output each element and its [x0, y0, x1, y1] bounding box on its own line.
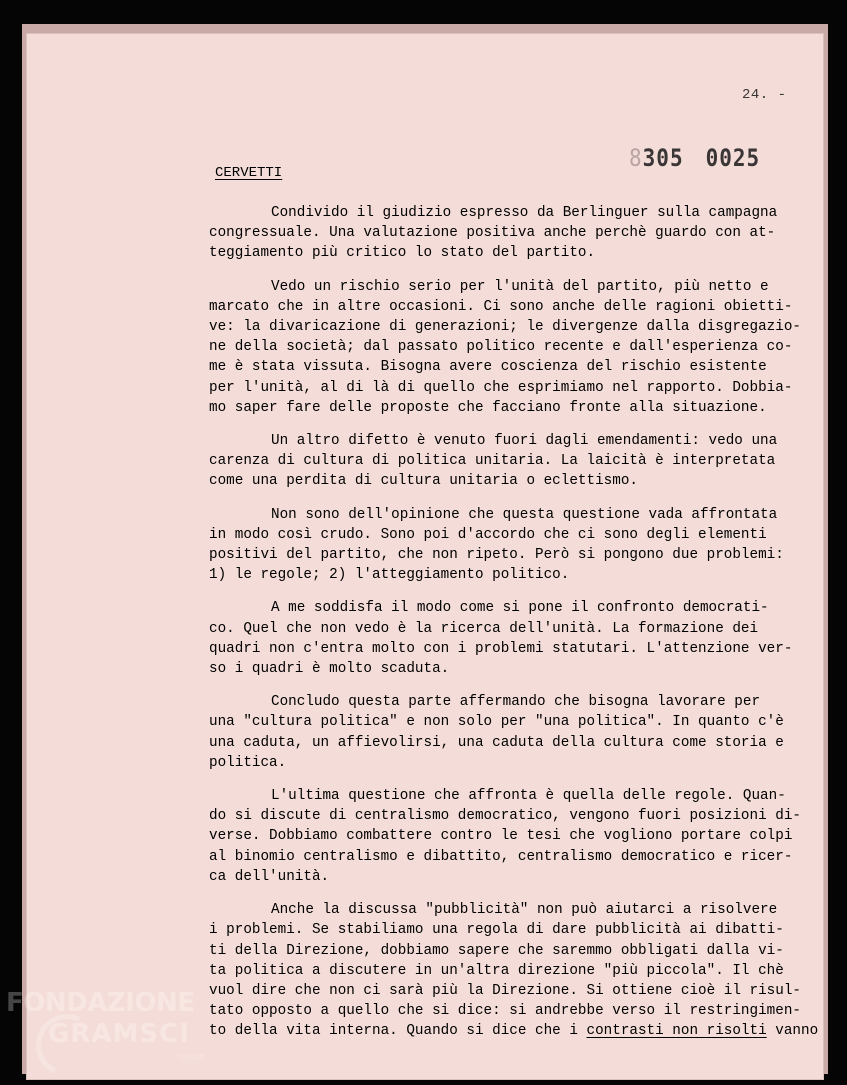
text-line: [209, 961, 789, 981]
text-line-content: congressuale. Una valutazione positiva anche perchè guardo con at-: [209, 225, 776, 242]
text-line: [209, 471, 789, 491]
paragraph: [209, 203, 789, 264]
text-line: [209, 639, 793, 659]
text-line: [209, 867, 789, 887]
text-line-content: 1) le regole; 2) l'atteggiamento politico.: [209, 567, 570, 584]
text-line-content: quadri non c'entra molto con i problemi statutari. L'attenzione ver-: [209, 640, 793, 657]
text-line: [209, 357, 789, 377]
text-line: [209, 565, 789, 585]
text-line: [209, 981, 801, 1001]
archive-code: [629, 144, 760, 172]
text-line-content: ti della Direzione, dobbiamo sapere che saremmo obbligati dalla vi-: [209, 942, 784, 959]
watermark-line2: GRAMSCI: [48, 1019, 190, 1049]
text-line-content: per l'unità, al di là di quello che esprimiamo nel rapporto. Dobbia-: [209, 379, 793, 396]
text-line: [209, 525, 789, 545]
text-line: [209, 223, 789, 243]
text-line-content: Non sono dell'opinione che questa questione vada affrontata: [271, 506, 778, 523]
text-line-content: in modo così crudo. Sono poi d'accordo che ci sono degli elementi: [209, 526, 767, 543]
text-line: [209, 826, 793, 846]
text-line: [209, 317, 801, 337]
text-line: [209, 712, 789, 732]
text-line-content: ca dell'unità.: [209, 868, 330, 885]
text-line: [209, 900, 789, 920]
text-line-content: al binomio centralismo e dibattito, centralismo democratico e ricer-: [209, 848, 793, 865]
text-line-content: to della vita interna. Quando si dice che i: [209, 1023, 587, 1040]
text-line-content: verse. Dobbiamo combattere contro le tesi che vogliono portare colpi: [209, 828, 793, 845]
text-line-content: Concludo questa parte affermando che bisogna lavorare per: [271, 694, 761, 711]
text-line-content: una caduta, un affievolirsi, una caduta della cultura come storia e: [209, 734, 784, 751]
text-line-content: co. Quel che non vedo è la ricerca dell'unità. La formazione dei: [209, 620, 759, 637]
text-line-content: ne della società; dal passato politico recente e dall'esperienza co-: [209, 339, 793, 356]
text-line: [209, 847, 793, 867]
text-line: [209, 243, 789, 263]
paragraph: [209, 786, 801, 887]
text-line: [209, 1021, 819, 1041]
paragraph: [209, 277, 801, 418]
text-line: [209, 297, 793, 317]
text-line: [209, 920, 789, 940]
text-line: [209, 753, 789, 773]
paragraph: [209, 598, 793, 679]
text-line-content: teggiamento più critico lo stato del partito.: [209, 245, 596, 262]
text-line: [209, 277, 789, 297]
text-line-content: politica.: [209, 754, 287, 771]
text-line: [209, 598, 789, 618]
archive-code-part2: 0025: [705, 144, 761, 172]
text-line: [209, 451, 789, 471]
paragraph: [209, 900, 819, 1041]
text-line: [209, 619, 789, 639]
text-line-content: Un altro difetto è venuto fuori dagli emendamenti: vedo una: [271, 433, 778, 450]
text-line-content: me è stata vissuta. Bisogna avere coscienza del rischio esistente: [209, 359, 767, 376]
underlined-text: contrasti non risolti: [586, 1023, 767, 1040]
text-line-tail: vanno: [766, 1023, 819, 1040]
text-line: [209, 431, 789, 451]
text-line: [209, 733, 789, 753]
paragraph: [209, 505, 789, 586]
text-line-content: come una perdita di cultura unitaria o eclettismo.: [209, 473, 638, 490]
text-line-content: carenza di cultura di politica unitaria. La laicità è interpretata: [209, 453, 776, 470]
archive-code-part1: 305: [642, 144, 684, 172]
text-line-content: mo saper fare delle proposte che facciano fronte alla situazione.: [209, 399, 767, 416]
text-line-content: ta politica a discutere in un'altra direzione "più piccola". Il chè: [209, 962, 784, 979]
paragraph: [209, 431, 789, 492]
text-line: [209, 545, 789, 565]
text-line-content: Vedo un rischio serio per l'unità del partito, più netto e: [271, 278, 769, 295]
text-line-content: tato opposto a quello che si dice: si andrebbe verso il restringimen-: [209, 1003, 801, 1020]
paragraph: [209, 692, 789, 773]
text-line-content: Condivido il giudizio espresso da Berlinguer sulla campagna: [271, 205, 778, 221]
body-text: [209, 203, 819, 1055]
text-line-content: so i quadri è molto scaduta.: [209, 661, 450, 678]
text-line-content: vuol dire che non ci sarà più la Direzione. Si ottiene cioè il risul-: [209, 982, 801, 999]
text-line-content: marcato che in altre occasioni. Ci sono anche delle ragioni obietti-: [209, 298, 793, 315]
text-line: [209, 337, 793, 357]
text-line: [209, 1001, 801, 1021]
text-line-content: L'ultima questione che affronta è quella delle regole. Quan-: [271, 788, 786, 805]
watermark-line3: onlus: [178, 1052, 205, 1063]
text-line: [209, 659, 789, 679]
text-line-content: ve: la divaricazione di generazioni; le divergenze dalla disgregazio-: [209, 319, 801, 336]
text-line: [209, 505, 789, 525]
text-line: [209, 806, 801, 826]
text-line: [209, 786, 789, 806]
watermark-line1: FONDAZIONE: [6, 988, 195, 1018]
page-number: 24. -: [742, 87, 787, 103]
text-line-content: Anche la discussa "pubblicità" non può aiutarci a risolvere: [271, 902, 778, 919]
archive-code-prefix: 8: [629, 144, 643, 172]
foundation-watermark: [6, 988, 216, 1073]
text-line: [209, 203, 789, 223]
text-line: [209, 692, 789, 712]
text-line-content: i problemi. Se stabiliamo una regola di dare pubblicità ai dibatti-: [209, 922, 784, 939]
text-line-content: una "cultura politica" e non solo per "una politica". In quanto c'è: [209, 714, 784, 731]
text-line: [209, 941, 789, 961]
text-line-content: positivi del partito, che non ripeto. Però si pongono due problemi:: [209, 547, 784, 564]
text-line-content: do si discute di centralismo democratico, vengono fuori posizioni di-: [209, 808, 801, 825]
text-line-content: A me soddisfa il modo come si pone il confronto democrati-: [271, 600, 769, 617]
speaker-name: CERVETTI: [215, 165, 283, 181]
text-line: [209, 398, 789, 418]
text-line: [209, 378, 793, 398]
